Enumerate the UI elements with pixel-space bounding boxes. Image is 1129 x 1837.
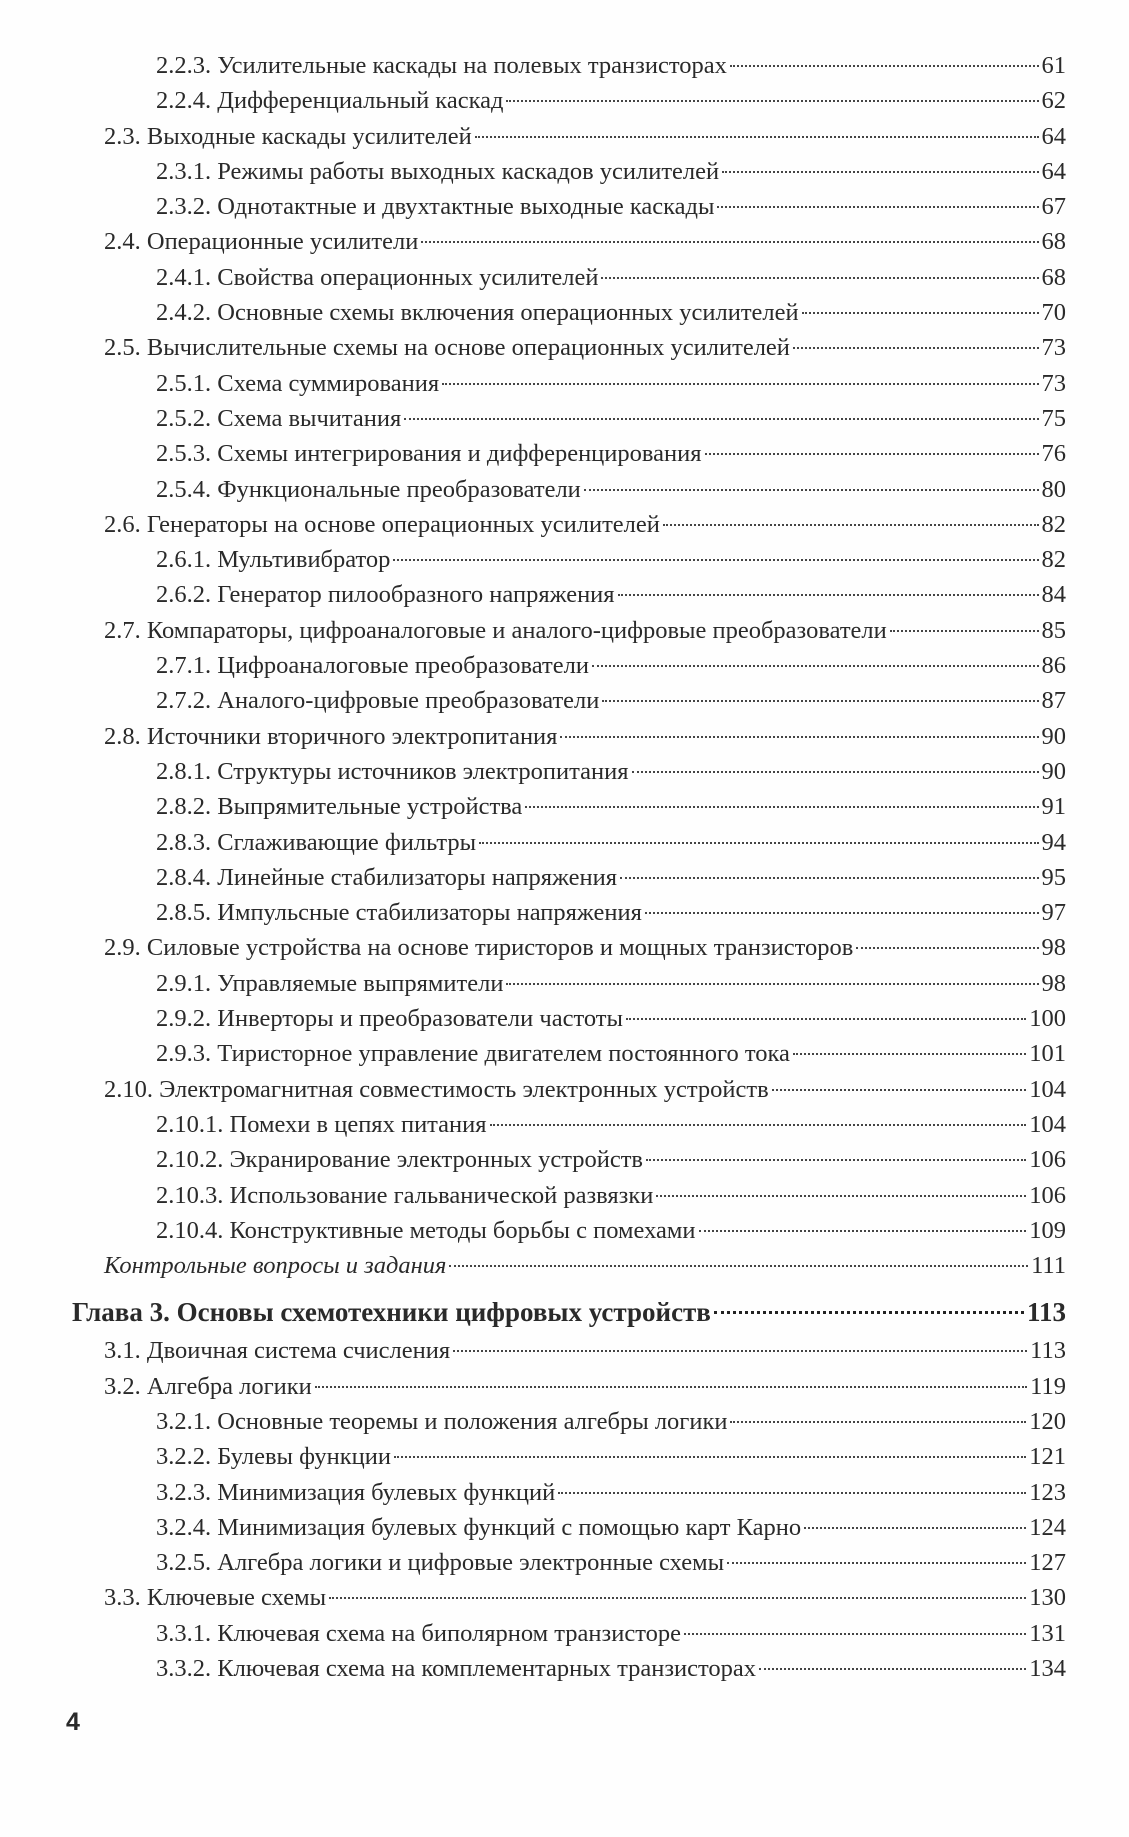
toc-entry	[104, 224, 1066, 259]
dot-leader	[592, 665, 1039, 667]
dot-leader	[684, 1633, 1026, 1635]
toc-entry-title: 2.10. Электромагнитная совместимость электронных устройств	[104, 1075, 769, 1103]
dot-leader	[632, 771, 1039, 773]
toc-entry-title: 2.8.2. Выпрямительные устройства	[156, 793, 523, 821]
toc-entry-title: 2.8.4. Линейные стабилизаторы напряжения	[156, 863, 617, 891]
toc-entry-page: 123	[1029, 1478, 1066, 1506]
toc-entry-page: 97	[1041, 899, 1066, 927]
toc-chapter-heading	[72, 1291, 1066, 1333]
toc-entry	[104, 1369, 1066, 1404]
toc-entry	[104, 895, 1066, 930]
toc-entry	[104, 1651, 1066, 1686]
toc-entry-page: 106	[1029, 1146, 1066, 1174]
toc-entry-page: 85	[1041, 616, 1066, 644]
toc-entry-page: 68	[1041, 228, 1066, 256]
dot-leader	[479, 842, 1038, 844]
dot-leader	[393, 559, 1038, 561]
toc-entry-title: 3.2.1. Основные теоремы и положения алгебры логики	[156, 1407, 728, 1435]
toc-entry-page: 84	[1041, 581, 1066, 609]
toc-entry	[104, 754, 1066, 789]
toc-entry-title: Контрольные вопросы и задания	[104, 1252, 447, 1280]
toc-entry-title: 2.3.1. Режимы работы выходных каскадов усилителей	[156, 157, 720, 185]
dot-leader	[315, 1386, 1027, 1388]
dot-leader	[656, 1195, 1026, 1197]
toc-entry-page: 61	[1041, 52, 1066, 79]
toc-entry-page: 104	[1029, 1075, 1066, 1103]
toc-entry-page: 106	[1029, 1181, 1066, 1209]
toc-entry-page: 86	[1041, 652, 1066, 680]
toc-entry-page: 64	[1041, 122, 1066, 150]
toc-entry-page: 73	[1041, 334, 1066, 362]
toc-entry-title: 2.7.2. Аналого-цифровые преобразователи	[156, 687, 600, 715]
dot-leader	[449, 1265, 1028, 1267]
toc-entry-page: 87	[1041, 687, 1066, 715]
toc-entry-page: 113	[1030, 1337, 1066, 1365]
toc-entry	[104, 189, 1066, 224]
dot-leader	[560, 736, 1038, 738]
toc-entry-title: 2.9.1. Управляемые выпрямители	[156, 969, 504, 997]
toc-entry	[104, 1036, 1066, 1071]
toc-entry-title: 3.2.5. Алгебра логики и цифровые электронные схемы	[156, 1549, 725, 1577]
toc-entry-title: 3.1. Двоичная система счисления	[104, 1337, 451, 1365]
toc-entry-page: 120	[1029, 1407, 1066, 1435]
dot-leader	[475, 136, 1039, 138]
toc-entry-page: 134	[1029, 1655, 1066, 1683]
toc-entry-title: 3.3.2. Ключевая схема на комплементарных транзисторах	[156, 1655, 757, 1683]
toc-entry-page: 98	[1041, 969, 1066, 997]
dot-leader	[714, 1311, 1024, 1314]
toc-entry-title: 2.2.4. Дифференциальный каскад	[156, 87, 504, 115]
toc-entry-page: 73	[1041, 369, 1066, 397]
toc-entry	[104, 119, 1066, 154]
toc-entry-title: 2.3.2. Однотактные и двухтактные выходные каскады	[156, 193, 715, 221]
toc-entry-page: 101	[1029, 1040, 1066, 1068]
dot-leader	[793, 1053, 1026, 1055]
toc-entry-title: 2.4.2. Основные схемы включения операционных усилителей	[156, 299, 799, 327]
dot-leader	[730, 65, 1039, 67]
toc-entry-page: 82	[1041, 510, 1066, 538]
dot-leader	[442, 383, 1038, 385]
dot-leader	[618, 594, 1039, 596]
toc-entry-title: 3.3.1. Ключевая схема на биполярном транзисторе	[156, 1619, 681, 1647]
toc-entry-title: 3.2. Алгебра логики	[104, 1372, 312, 1400]
toc-entry	[104, 825, 1066, 860]
dot-leader	[329, 1597, 1026, 1599]
toc-entry	[104, 472, 1066, 507]
toc-entry	[104, 1404, 1066, 1439]
toc-entry	[104, 1580, 1066, 1615]
toc-entry	[104, 789, 1066, 824]
dot-leader	[730, 1421, 1026, 1423]
dot-leader	[506, 100, 1038, 102]
toc-entry	[104, 1545, 1066, 1580]
toc-entry	[104, 401, 1066, 436]
toc-entry	[104, 966, 1066, 1001]
toc-entry	[104, 683, 1066, 718]
toc-entry-title: 2.5.2. Схема вычитания	[156, 404, 402, 432]
toc-entry	[104, 295, 1066, 330]
dot-leader	[584, 489, 1039, 491]
toc-entry-title: 2.6.2. Генератор пилообразного напряжения	[156, 581, 615, 609]
toc-entry-title: 2.8.1. Структуры источников электропитания	[156, 757, 629, 785]
toc-entry-page: 70	[1041, 299, 1066, 327]
toc-entry-title: Глава 3. Основы схемотехники цифровых устройств	[72, 1297, 711, 1328]
table-of-contents	[72, 48, 1066, 1686]
dot-leader	[890, 630, 1039, 632]
toc-entry-page: 121	[1029, 1443, 1066, 1471]
toc-entry-title: 3.2.4. Минимизация булевых функций с помощью карт Карно	[156, 1513, 802, 1541]
toc-entry-title: 2.10.1. Помехи в цепях питания	[156, 1110, 487, 1138]
dot-leader	[602, 700, 1038, 702]
toc-entry-title: 2.9.3. Тиристорное управление двигателем постоянного тока	[156, 1040, 790, 1068]
dot-leader	[759, 1668, 1026, 1670]
toc-entry-page: 62	[1041, 87, 1066, 115]
toc-entry	[104, 719, 1066, 754]
toc-entry-title: 2.10.4. Конструктивные методы борьбы с помехами	[156, 1216, 696, 1244]
toc-entry	[104, 436, 1066, 471]
toc-entry-page: 68	[1041, 263, 1066, 291]
toc-entry-title: 2.5.4. Функциональные преобразователи	[156, 475, 581, 503]
toc-entry-title: 2.5. Вычислительные схемы на основе операционных усилителей	[104, 334, 790, 362]
toc-entry	[104, 48, 1066, 83]
toc-entry-title: 2.5.1. Схема суммирования	[156, 369, 440, 397]
toc-entry-page: 100	[1029, 1005, 1066, 1033]
toc-entry-page: 82	[1041, 546, 1066, 574]
dot-leader	[404, 418, 1038, 420]
toc-entry	[104, 1072, 1066, 1107]
dot-leader	[525, 806, 1038, 808]
toc-entry-title: 2.7. Компараторы, цифроаналоговые и аналого-цифровые преобразователи	[104, 616, 887, 644]
toc-entry	[104, 1001, 1066, 1036]
toc-entry	[104, 542, 1066, 577]
toc-entry	[104, 648, 1066, 683]
toc-entry	[104, 83, 1066, 118]
toc-entry-page: 64	[1041, 157, 1066, 185]
toc-entry	[104, 1510, 1066, 1545]
dot-leader	[722, 171, 1038, 173]
toc-entry-title: 3.3. Ключевые схемы	[104, 1584, 327, 1612]
toc-entry-page: 98	[1041, 934, 1066, 962]
toc-entry-page: 131	[1029, 1619, 1066, 1647]
toc-entry-title: 2.4. Операционные усилители	[104, 228, 419, 256]
toc-entry-page: 124	[1029, 1513, 1066, 1541]
toc-entry	[104, 154, 1066, 189]
dot-leader	[663, 524, 1039, 526]
toc-entry	[104, 260, 1066, 295]
dot-leader	[601, 277, 1038, 279]
toc-entry-page: 109	[1029, 1216, 1066, 1244]
toc-entry-page: 104	[1029, 1110, 1066, 1138]
toc-entry	[104, 1142, 1066, 1177]
toc-entry-page: 119	[1030, 1372, 1066, 1400]
dot-leader	[772, 1089, 1027, 1091]
toc-entry	[104, 1248, 1066, 1283]
toc-entry	[104, 930, 1066, 965]
toc-entry	[104, 366, 1066, 401]
toc-entry-title: 2.4.1. Свойства операционных усилителей	[156, 263, 599, 291]
dot-leader	[421, 241, 1038, 243]
toc-entry-page: 90	[1041, 757, 1066, 785]
toc-entry-page: 94	[1041, 828, 1066, 856]
toc-entry-title: 2.7.1. Цифроаналоговые преобразователи	[156, 652, 589, 680]
toc-entry	[104, 1107, 1066, 1142]
toc-entry-title: 2.8. Источники вторичного электропитания	[104, 722, 558, 750]
toc-entry-page: 80	[1041, 475, 1066, 503]
toc-entry-title: 2.9.2. Инверторы и преобразователи частоты	[156, 1005, 623, 1033]
toc-entry-title: 2.2.3. Усилительные каскады на полевых транзисторах	[156, 52, 727, 79]
toc-entry-page: 75	[1041, 404, 1066, 432]
dot-leader	[626, 1018, 1026, 1020]
toc-entry-page: 90	[1041, 722, 1066, 750]
toc-entry-title: 2.6.1. Мультивибратор	[156, 546, 391, 574]
toc-entry-title: 2.6. Генераторы на основе операционных усилителей	[104, 510, 660, 538]
toc-entry-title: 2.8.3. Сглаживающие фильтры	[156, 828, 477, 856]
dot-leader	[699, 1230, 1027, 1232]
toc-entry-page: 111	[1031, 1252, 1066, 1280]
dot-leader	[705, 453, 1039, 455]
toc-entry-title: 3.2.3. Минимизация булевых функций	[156, 1478, 556, 1506]
toc-entry	[104, 1178, 1066, 1213]
dot-leader	[490, 1124, 1027, 1126]
toc-entry	[104, 1439, 1066, 1474]
toc-entry-title: 2.8.5. Импульсные стабилизаторы напряжения	[156, 899, 642, 927]
page-number: 4	[66, 1708, 80, 1736]
dot-leader	[394, 1456, 1026, 1458]
toc-entry-title: 3.2.2. Булевы функции	[156, 1443, 391, 1471]
toc-entry-title: 2.9. Силовые устройства на основе тиристоров и мощных транзисторов	[104, 934, 854, 962]
toc-entry-page: 67	[1041, 193, 1066, 221]
dot-leader	[558, 1492, 1026, 1494]
toc-entry-page: 91	[1041, 793, 1066, 821]
dot-leader	[727, 1562, 1026, 1564]
dot-leader	[645, 912, 1039, 914]
toc-entry	[104, 1616, 1066, 1651]
toc-entry	[104, 1213, 1066, 1248]
toc-entry-page: 95	[1041, 863, 1066, 891]
dot-leader	[802, 312, 1039, 314]
toc-entry	[104, 613, 1066, 648]
toc-entry-page: 130	[1029, 1584, 1066, 1612]
dot-leader	[717, 206, 1038, 208]
dot-leader	[804, 1527, 1026, 1529]
dot-leader	[620, 877, 1039, 879]
toc-entry-title: 2.5.3. Схемы интегрирования и дифференцирования	[156, 440, 702, 468]
dot-leader	[856, 947, 1038, 949]
toc-entry-page: 113	[1026, 1297, 1066, 1328]
toc-entry-page: 127	[1029, 1549, 1066, 1577]
toc-entry	[104, 860, 1066, 895]
toc-entry-title: 2.10.3. Использование гальванической развязки	[156, 1181, 654, 1209]
dot-leader	[506, 983, 1038, 985]
toc-entry	[104, 1475, 1066, 1510]
dot-leader	[646, 1159, 1026, 1161]
toc-entry	[104, 507, 1066, 542]
dot-leader	[453, 1350, 1027, 1352]
toc-entry-title: 2.10.2. Экранирование электронных устройств	[156, 1146, 643, 1174]
dot-leader	[793, 347, 1039, 349]
toc-entry	[104, 1333, 1066, 1368]
toc-entry	[104, 330, 1066, 365]
toc-entry-page: 76	[1041, 440, 1066, 468]
toc-entry-title: 2.3. Выходные каскады усилителей	[104, 122, 472, 150]
toc-entry	[104, 577, 1066, 612]
